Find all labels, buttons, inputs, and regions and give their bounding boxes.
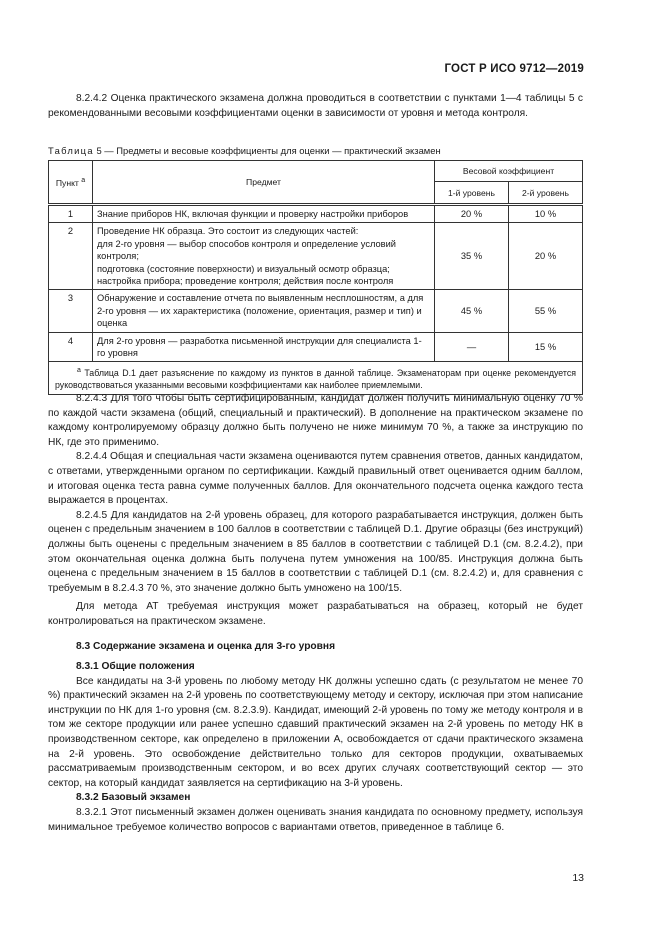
col-header-weight: Весовой коэффициент [435,161,583,182]
row-level1: 20 % [435,205,509,223]
col-header-level1: 1-й уровень [435,182,509,205]
paragraph-at-method: Для метода АТ требуемая инструкция может разрабатываться на образец, который не будет контролироваться на практическом экзамене. [48,601,583,627]
row-number: 3 [49,290,93,332]
table-footnote [49,362,583,395]
row-subject [93,332,435,362]
row-level2: 20 % [509,223,583,290]
paragraph-8245: 8.2.4.5 Для кандидатов на 2-й уровень образец, для которого разрабатывается инструкция, должен быть оценен с предельным значением в 100 баллов в соответствии с таблицей D.1. Другие образцы (без инструкций) должны быть оценены с предельным значением в 85 баллов в соответствии с таблицей D.1 (см. 8.2.4.2), при этом окончательная оценка должна быть получена путем умножения на 100/85. Инструкция должна быть оценена с предельным значением в 15 баллов в соответствии с таблицей D.1 (см. 8.2.4.2) и, для сравнения с требуемым в 8.2.4.3 70 %, это значение должно быть умножено на 100/15. [48,509,583,594]
col-header-level2: 2-й уровень [509,182,583,205]
table-caption-prefix: Таблица [48,145,94,156]
row-line: Знание приборов НК, включая функции и проверку настройки приборов [97,209,409,219]
paragraph-8242: 8.2.4.2 Оценка практического экзамена должна проводиться в соответствии с пунктами 1—4 таблицы 5 с рекомендованными весовыми коэффициентами оценки в зависимости от уровня и метода контроля. [48,93,583,119]
table-row [49,332,583,362]
row-level2: 15 % [509,332,583,362]
row-number: 4 [49,332,93,362]
standard-header: ГОСТ Р ИСО 9712—2019 [444,63,584,75]
table-row [49,290,583,332]
table-row [49,223,583,290]
paragraph-8244: 8.2.4.4 Общая и специальная части экзамена оцениваются путем сравнения ответов, данных кандидатом, с ответами, утвержденными органом по сертификации. Каждый правильный ответ оценивается одним баллом, и итоговая оценка теста равна сумме полученных баллов. Для окончательного подсчета оценка каждого теста выражается в процентах. [48,451,583,507]
row-subject [93,290,435,332]
row-line: Для 2-го уровня — разработка письменной инструкции для специалиста 1-го уровня [97,335,422,359]
table-caption [48,145,441,156]
col-header-subject: Предмет [93,161,435,205]
row-level2: 55 % [509,290,583,332]
intro-paragraph-block [48,92,583,121]
row-level1: 35 % [435,223,509,290]
row-line: Проведение НК образца. Это состоит из следующих частей: [97,226,359,237]
row-number: 2 [49,223,93,290]
row-subject [93,205,435,223]
row-line: для 2-го уровня — выбор способов контроля и определение условий контроля; [97,238,397,262]
paragraph-831: Все кандидаты на 3-й уровень по любому методу НК должны успешно сдать (с результатом не менее 70 %) практический экзамен на 2-й уровень по соответствующему методу и сектору, исключая при этом написание инструкции по НК для 1-го уровня (см. 8.2.3.9). Кандидат, имеющий 2-й уровень по тому же методу контроля и в том же секторе продукции или ранее успешно сдавший практический экзамен на 2-й уровень по методу НК в производственном секторе, как определено в приложении А, освобождается от сдачи практического экзамена на 2-й уровень. Это освобождение действительно только для секторов продукции, охватываемых рассматриваемым производственным сектором, и во всех других случаях соответствующий сектор — это сектор, на который кандидат заявляется на сертификацию на 3-й уровень. [48,675,583,789]
footnote-text: Таблица D.1 дает разъяснение по каждому из пунктов в данной таблице. Экзаменаторам при оценке рекомендуется руководствоваться указанными весовыми коэффициентами как наиболее приемлемыми. [55,368,576,391]
col-header-item-text: Пункт [55,177,79,188]
table-row [49,205,583,223]
table-footnote-row [49,362,583,395]
paragraph-8321: 8.3.2.1 Этот письменный экзамен должен оценивать знания кандидата по основному предмету, используя минимальное требуемое количество вопросов с вариантами ответов, приведенное в таблице 6. [48,807,583,833]
row-level1: 45 % [435,290,509,332]
section-heading-831: 8.3.1 Общие положения [76,661,195,673]
col-header-item-sup: a [81,176,86,184]
col-header-item [49,161,93,205]
section-heading-832: 8.3.2 Базовый экзамен [76,792,191,804]
paragraph-8243: 8.2.4.3 Для того чтобы быть сертифицированным, кандидат должен получить минимальную оценку 70 % по каждой части экзамена (общий, специальный и практический). В дополнение на практическом экзамене по каждому контролируемому образцу должно быть получено не ниже минимум 70 %, а также за инструкцию по НК, где это применимо. [48,393,583,448]
table-5 [48,160,583,395]
row-level2: 10 % [509,205,583,223]
body-text [48,392,583,835]
row-line: Обнаружение и составление отчета по выявленным несплошностям, а для 2-го уровня — их характеристика (положение, ориентация, размер и тип) и оценка [97,293,424,329]
row-level1: — [435,332,509,362]
table-caption-text: 5 — Предметы и весовые коэффициенты для оценки — практический экзамен [93,145,441,156]
page-number: 13 [572,872,584,884]
section-heading-83: 8.3 Содержание экзамена и оценка для 3-го уровня [76,640,336,652]
row-number: 1 [49,205,93,223]
row-subject [93,223,435,290]
row-line: подготовка (состояние поверхности) и визуальный осмотр образца; [97,263,390,274]
row-line: настройка прибора; проведение контроля; действия после контроля [97,276,394,287]
footnote-sup: a [77,367,81,375]
